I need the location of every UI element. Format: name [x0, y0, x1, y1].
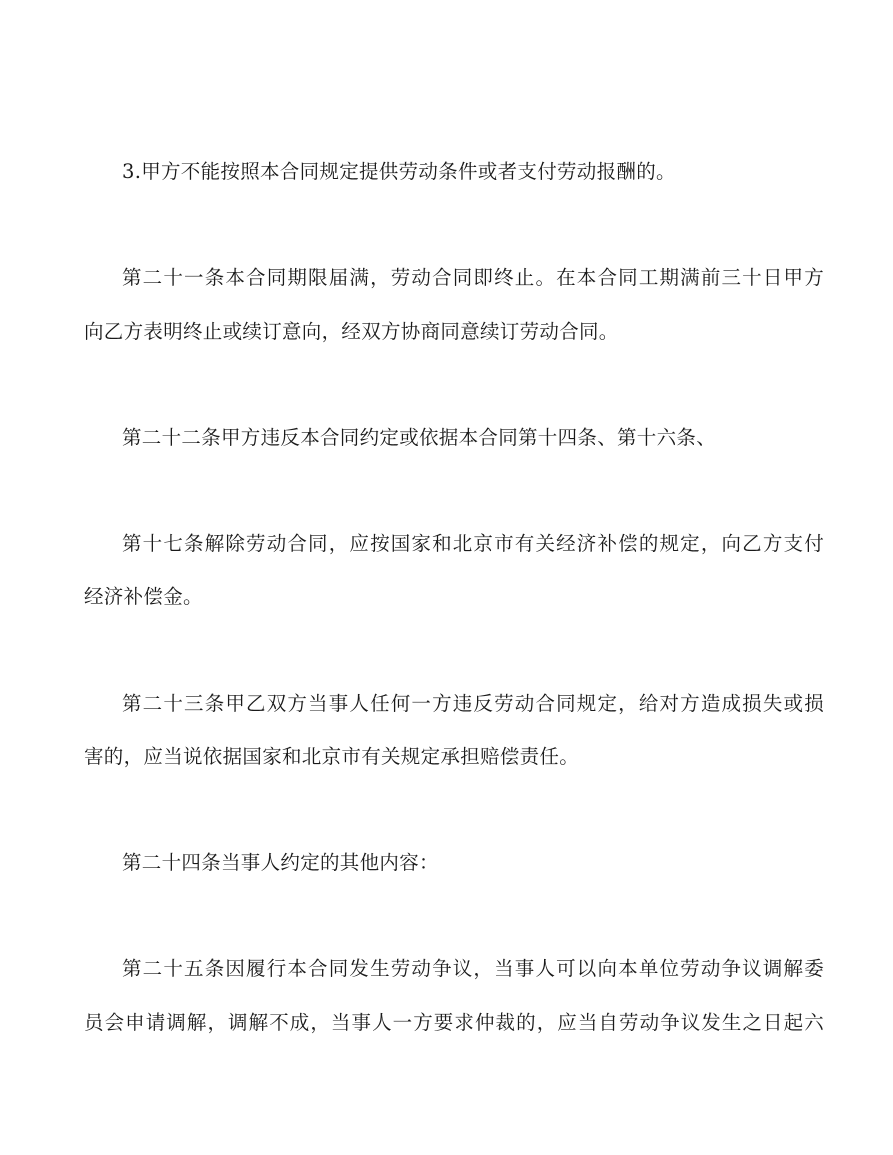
paragraph-article-21-line-1: 第二十一条本合同期限届满，劳动合同即终止。在本合同工期满前三十日甲方: [122, 266, 824, 289]
paragraph-article-23-line-2: 害的，应当说依据国家和北京市有关规定承担赔偿责任。: [84, 745, 580, 768]
paragraph-article-25-line-1: 第二十五条因履行本合同发生劳动争议，当事人可以向本单位劳动争议调解委: [122, 957, 824, 980]
paragraph-article-22-line-1: 第二十二条甲方违反本合同约定或依据本合同第十四条、第十六条、: [122, 426, 717, 449]
paragraph-article-25-line-2: 员会申请调解，调解不成，当事人一方要求仲裁的，应当自劳动争议发生之日起六: [84, 1011, 824, 1034]
paragraph-clause-3-line-1: 3.甲方不能按照本合同规定提供劳动条件或者支付劳动报酬的。: [122, 160, 676, 183]
paragraph-article-23-line-1: 第二十三条甲乙双方当事人任何一方违反劳动合同规定，给对方造成损失或损: [122, 692, 824, 715]
paragraph-article-17-ref-line-1: 第十七条解除劳动合同，应按国家和北京市有关经济补偿的规定，向乙方支付: [122, 532, 824, 555]
paragraph-article-21-line-2: 向乙方表明终止或续订意向，经双方协商同意续订劳动合同。: [84, 320, 619, 343]
paragraph-article-24-line-1: 第二十四条当事人约定的其他内容：: [122, 851, 439, 874]
paragraph-article-17-ref-line-2: 经济补偿金。: [84, 585, 203, 608]
